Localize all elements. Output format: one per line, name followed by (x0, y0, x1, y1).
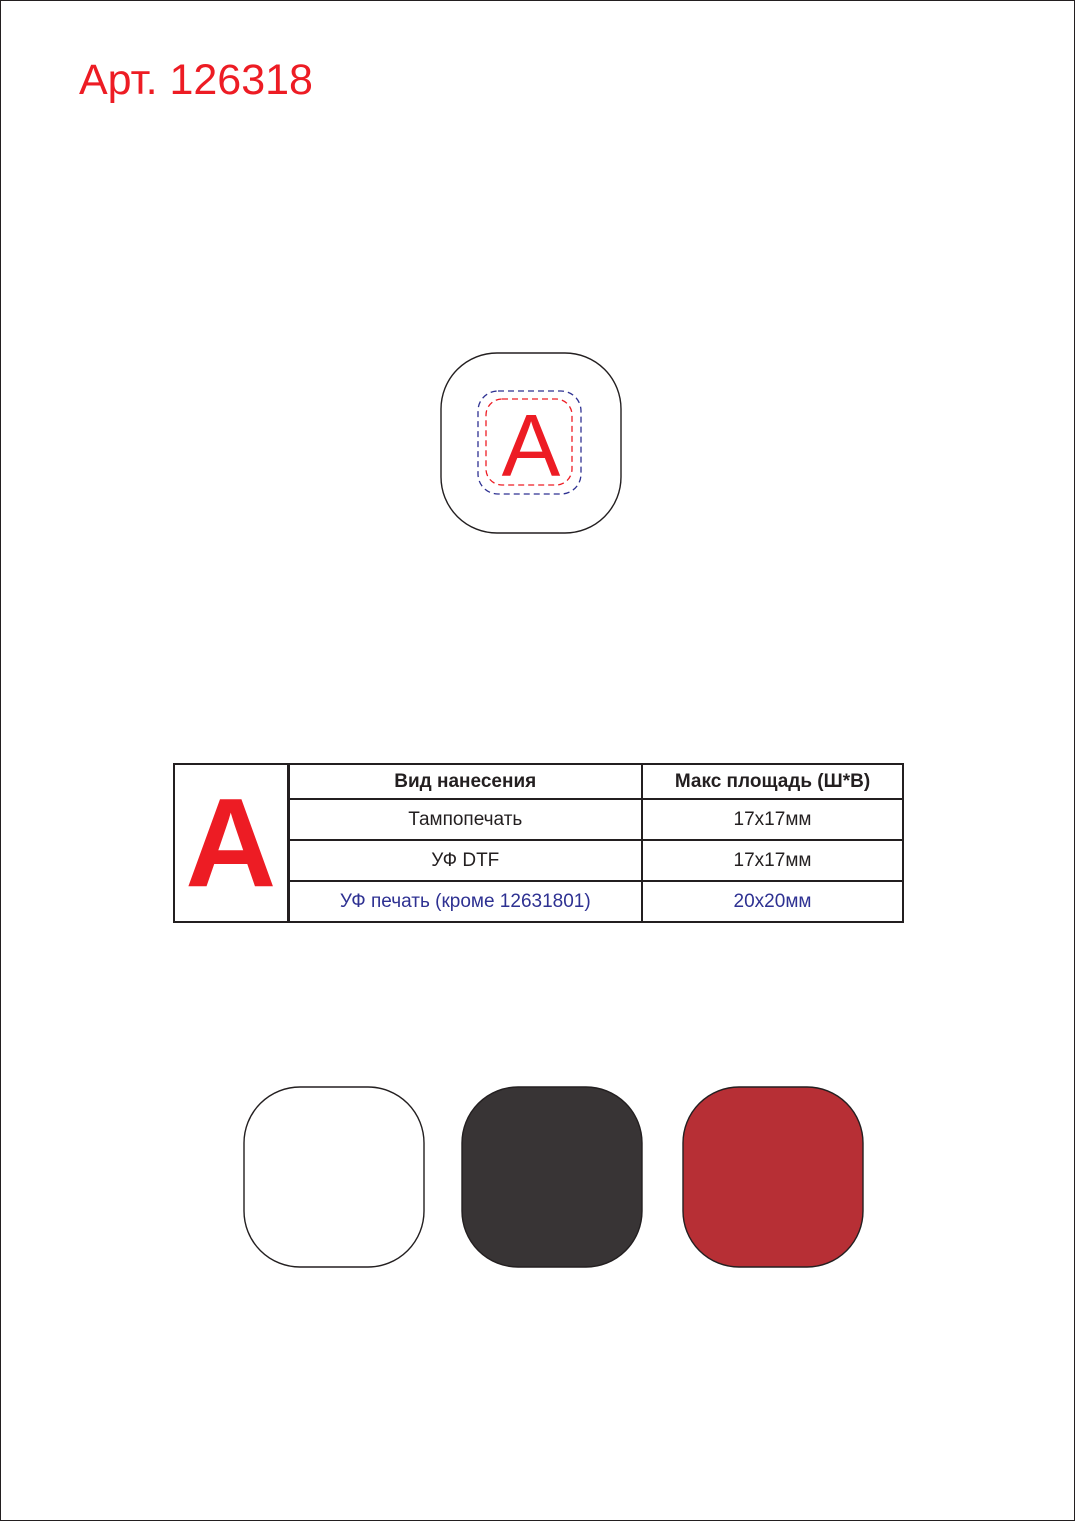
method-cell: УФ DTF (288, 840, 642, 881)
area-cell: 20x20мм (642, 881, 903, 922)
zone-cell (174, 764, 288, 922)
method-cell: УФ печать (кроме 12631801) (288, 881, 642, 922)
table-header-row (174, 764, 903, 799)
zone-letter: A (185, 772, 277, 913)
article-title: Арт. 126318 (79, 56, 313, 104)
header-method: Вид нанесения (288, 764, 642, 799)
print-zone-letter: A (501, 396, 561, 495)
header-area: Макс площадь (Ш*В) (642, 764, 903, 799)
color-swatches (241, 1084, 867, 1270)
application-spec-table (173, 763, 904, 923)
method-cell: Тампопечать (288, 799, 642, 840)
swatch-black (462, 1087, 642, 1267)
swatch-red (683, 1087, 863, 1267)
area-cell: 17x17мм (642, 799, 903, 840)
swatch-white (244, 1087, 424, 1267)
area-cell: 17x17мм (642, 840, 903, 881)
